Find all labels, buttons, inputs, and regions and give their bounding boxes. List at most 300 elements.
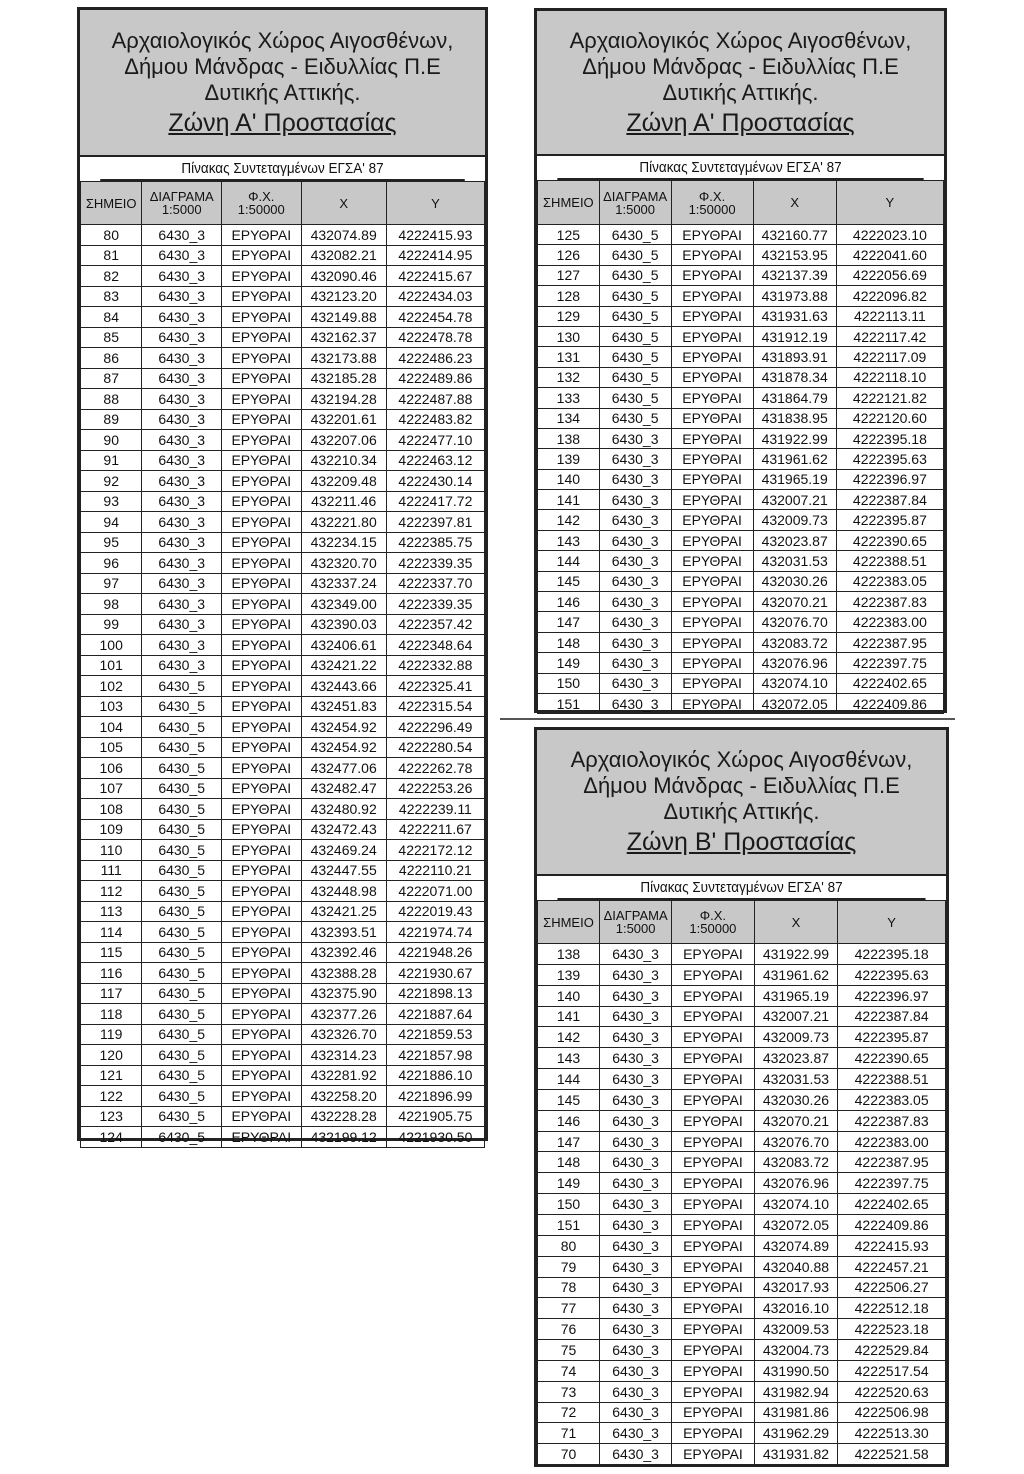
table-row	[538, 632, 944, 652]
table-caption: Πίνακας Συντεταγμένων ΕΓΣΑ' 87	[557, 156, 923, 180]
cell-point: 134	[538, 408, 600, 428]
cell-y: 4222454.78	[386, 307, 484, 328]
cell-diagram: 6430_5	[142, 737, 222, 758]
cell-point: 148	[538, 1152, 600, 1173]
table-row	[538, 1152, 946, 1173]
cell-x: 432194.28	[301, 389, 386, 410]
cell-point: 119	[81, 1024, 142, 1045]
cell-sheet: ΕΡΥΘΡΑΙ	[672, 944, 754, 965]
cell-diagram: 6430_3	[600, 944, 672, 965]
table-row	[81, 573, 485, 594]
cell-point: 75	[538, 1340, 600, 1361]
cell-diagram: 6430_3	[600, 1360, 672, 1381]
cell-x: 432031.53	[754, 1069, 838, 1090]
cell-y: 4222118.10	[836, 367, 943, 387]
cell-sheet: ΕΡΥΘΡΑΙ	[671, 326, 753, 346]
table-row	[538, 388, 944, 408]
cell-x: 432031.53	[753, 551, 836, 571]
header-region-line: Δυτικής Αττικής.	[662, 79, 819, 105]
cell-x: 431973.88	[753, 286, 836, 306]
zone-a-header	[80, 10, 485, 157]
cell-y: 4222387.84	[838, 1006, 946, 1027]
cell-diagram: 6430_3	[142, 532, 222, 553]
cell-sheet: ΕΡΥΘΡΑΙ	[221, 737, 301, 758]
cell-point: 91	[81, 450, 142, 471]
cell-diagram: 6430_3	[600, 1194, 672, 1215]
cell-sheet: ΕΡΥΘΡΑΙ	[671, 347, 753, 367]
cell-x: 432406.61	[301, 635, 386, 656]
cell-x: 432258.20	[301, 1086, 386, 1107]
cell-x: 432375.90	[301, 983, 386, 1004]
cell-y: 4222387.83	[838, 1110, 946, 1131]
cell-sheet: ΕΡΥΘΡΑΙ	[221, 860, 301, 881]
cell-point: 81	[81, 245, 142, 266]
cell-diagram: 6430_3	[600, 1277, 672, 1298]
table-row	[81, 676, 485, 697]
cell-point: 118	[81, 1004, 142, 1025]
table-row	[81, 491, 485, 512]
cell-diagram: 6430_3	[142, 327, 222, 348]
cell-y: 4222517.54	[838, 1360, 946, 1381]
table-row	[538, 1235, 946, 1256]
cell-x: 432211.46	[301, 491, 386, 512]
cell-x: 432472.43	[301, 819, 386, 840]
table-row	[538, 653, 944, 673]
cell-sheet: ΕΡΥΘΡΑΙ	[221, 717, 301, 738]
coordinates-table	[537, 180, 944, 714]
cell-sheet: ΕΡΥΘΡΑΙ	[221, 266, 301, 287]
cell-x: 432482.47	[301, 778, 386, 799]
cell-point: 102	[81, 676, 142, 697]
cell-point: 80	[81, 225, 142, 246]
table-row	[81, 532, 485, 553]
cell-y: 4222487.88	[386, 389, 484, 410]
cell-x: 432173.88	[301, 348, 386, 369]
cell-sheet: ΕΡΥΘΡΑΙ	[221, 1024, 301, 1045]
cell-x: 432076.96	[753, 653, 836, 673]
cell-sheet: ΕΡΥΘΡΑΙ	[221, 881, 301, 902]
cell-y: 4222415.67	[386, 266, 484, 287]
cell-x: 432377.26	[301, 1004, 386, 1025]
cell-sheet: ΕΡΥΘΡΑΙ	[221, 532, 301, 553]
cell-diagram: 6430_5	[142, 696, 222, 717]
cell-diagram: 6430_3	[600, 1402, 672, 1423]
cell-x: 432201.61	[301, 409, 386, 430]
cell-sheet: ΕΡΥΘΡΑΙ	[672, 1319, 754, 1340]
cell-diagram: 6430_3	[600, 1006, 672, 1027]
table-row	[81, 594, 485, 615]
cell-x: 432023.87	[754, 1048, 838, 1069]
cell-y: 4222486.23	[386, 348, 484, 369]
zone-a-panel-left	[77, 7, 488, 1145]
cell-point: 143	[538, 530, 600, 550]
cell-sheet: ΕΡΥΘΡΑΙ	[671, 449, 753, 469]
table-row	[538, 326, 944, 346]
cell-y: 4222521.58	[838, 1444, 946, 1465]
cell-diagram: 6430_5	[599, 367, 671, 387]
cell-diagram: 6430_3	[600, 1256, 672, 1277]
cell-x: 431965.19	[754, 985, 838, 1006]
cell-sheet: ΕΡΥΘΡΑΙ	[221, 327, 301, 348]
cell-y: 4222348.64	[386, 635, 484, 656]
cell-diagram: 6430_3	[142, 594, 222, 615]
cell-sheet: ΕΡΥΘΡΑΙ	[221, 1106, 301, 1127]
cell-point: 123	[81, 1106, 142, 1127]
cell-sheet: ΕΡΥΘΡΑΙ	[671, 530, 753, 550]
cell-sheet: ΕΡΥΘΡΑΙ	[671, 571, 753, 591]
cell-diagram: 6430_3	[142, 286, 222, 307]
cell-diagram: 6430_5	[599, 245, 671, 265]
col-sheet-scale: 1:50000	[688, 201, 736, 217]
zone-title: Ζώνη Β' Προστασίας	[626, 828, 857, 856]
cell-point: 111	[81, 860, 142, 881]
cell-point: 96	[81, 553, 142, 574]
header-region-line: Δυτικής Αττικής.	[204, 79, 361, 105]
cell-sheet: ΕΡΥΘΡΑΙ	[221, 225, 301, 246]
cell-sheet: ΕΡΥΘΡΑΙ	[671, 245, 753, 265]
cell-diagram: 6430_5	[142, 1106, 222, 1127]
cell-diagram: 6430_5	[142, 799, 222, 820]
cell-x: 431838.95	[753, 408, 836, 428]
cell-sheet: ΕΡΥΘΡΑΙ	[221, 450, 301, 471]
cell-diagram: 6430_3	[142, 225, 222, 246]
cell-point: 104	[81, 717, 142, 738]
table-row	[81, 512, 485, 533]
cell-x: 432076.96	[754, 1173, 838, 1194]
cell-y: 4222019.43	[386, 901, 484, 922]
cell-diagram: 6430_3	[599, 428, 671, 448]
cell-point: 99	[81, 614, 142, 635]
cell-x: 432388.28	[301, 963, 386, 984]
cell-diagram: 6430_5	[142, 676, 222, 697]
cell-point: 90	[81, 430, 142, 451]
cell-x: 431893.91	[753, 347, 836, 367]
cell-x: 431864.79	[753, 388, 836, 408]
cell-x: 432421.25	[301, 901, 386, 922]
col-diagram-scale: 1:5000	[161, 202, 202, 217]
table-row	[538, 673, 944, 693]
cell-y: 4222506.98	[838, 1402, 946, 1423]
cell-sheet: ΕΡΥΘΡΑΙ	[221, 491, 301, 512]
cell-y: 4222396.97	[838, 985, 946, 1006]
table-row	[538, 944, 946, 965]
cell-diagram: 6430_5	[599, 225, 671, 245]
cell-sheet: ΕΡΥΘΡΑΙ	[672, 1069, 754, 1090]
table-row	[81, 1065, 485, 1086]
table-row	[81, 368, 485, 389]
cell-point: 133	[538, 388, 600, 408]
cell-x: 432221.80	[301, 512, 386, 533]
cell-sheet: ΕΡΥΘΡΑΙ	[671, 225, 753, 245]
cell-x: 432070.21	[754, 1110, 838, 1131]
table-row	[81, 286, 485, 307]
cell-x: 431961.62	[753, 449, 836, 469]
cell-point: 74	[538, 1360, 600, 1381]
cell-sheet: ΕΡΥΘΡΑΙ	[671, 653, 753, 673]
cell-point: 149	[538, 1173, 600, 1194]
cell-y: 4222483.82	[386, 409, 484, 430]
col-diagram-label: ΔΙΑΓΡΑΜΑ	[603, 188, 668, 204]
cell-y: 4222387.84	[836, 490, 943, 510]
cell-diagram: 6430_5	[142, 819, 222, 840]
table-row	[538, 1444, 946, 1465]
cell-point: 93	[81, 491, 142, 512]
table-row	[538, 469, 944, 489]
table-row	[81, 245, 485, 266]
header-region-line: Δυτικής Αττικής.	[663, 799, 820, 824]
cell-point: 97	[81, 573, 142, 594]
table-row	[81, 819, 485, 840]
table-row	[81, 450, 485, 471]
cell-x: 432009.73	[754, 1027, 838, 1048]
cell-x: 432451.83	[301, 696, 386, 717]
cell-x: 432123.20	[301, 286, 386, 307]
cell-point: 115	[81, 942, 142, 963]
cell-point: 107	[81, 778, 142, 799]
cell-y: 4222383.05	[836, 571, 943, 591]
cell-sheet: ΕΡΥΘΡΑΙ	[221, 348, 301, 369]
table-row	[538, 1110, 946, 1131]
cell-x: 431912.19	[753, 326, 836, 346]
cell-x: 432016.10	[754, 1298, 838, 1319]
cell-diagram: 6430_5	[142, 717, 222, 738]
col-x: X	[753, 181, 836, 225]
cell-diagram: 6430_3	[600, 1173, 672, 1194]
cell-point: 79	[538, 1256, 600, 1277]
col-y: Y	[838, 901, 946, 944]
cell-point: 98	[81, 594, 142, 615]
cell-diagram: 6430_3	[599, 490, 671, 510]
cell-y: 4222390.65	[836, 530, 943, 550]
cell-sheet: ΕΡΥΘΡΑΙ	[221, 307, 301, 328]
cell-diagram: 6430_3	[142, 450, 222, 471]
cell-point: 82	[81, 266, 142, 287]
cell-sheet: ΕΡΥΘΡΑΙ	[221, 635, 301, 656]
cell-x: 432314.23	[301, 1045, 386, 1066]
cell-sheet: ΕΡΥΘΡΑΙ	[672, 1110, 754, 1131]
table-row	[538, 367, 944, 387]
cell-diagram: 6430_3	[600, 1089, 672, 1110]
cell-diagram: 6430_3	[142, 389, 222, 410]
cell-sheet: ΕΡΥΘΡΑΙ	[221, 758, 301, 779]
cell-sheet: ΕΡΥΘΡΑΙ	[221, 901, 301, 922]
cell-y: 4222071.00	[386, 881, 484, 902]
cell-diagram: 6430_5	[142, 860, 222, 881]
cell-x: 432443.66	[301, 676, 386, 697]
col-sheet	[672, 901, 754, 944]
cell-sheet: ΕΡΥΘΡΑΙ	[672, 1423, 754, 1444]
cell-point: 89	[81, 409, 142, 430]
cell-diagram: 6430_5	[142, 1045, 222, 1066]
cell-x: 432074.10	[753, 673, 836, 693]
cell-y: 4222395.63	[838, 964, 946, 985]
cell-y: 4222337.70	[386, 573, 484, 594]
cell-x: 432009.73	[753, 510, 836, 530]
cell-point: 142	[538, 1027, 600, 1048]
table-row	[538, 1131, 946, 1152]
cell-x: 432469.24	[301, 840, 386, 861]
cell-sheet: ΕΡΥΘΡΑΙ	[221, 655, 301, 676]
cell-diagram: 6430_5	[142, 983, 222, 1004]
cell-y: 4222397.81	[386, 512, 484, 533]
cell-point: 142	[538, 510, 600, 530]
table-row	[538, 1360, 946, 1381]
cell-sheet: ΕΡΥΘΡΑΙ	[221, 512, 301, 533]
cell-point: 139	[538, 964, 600, 985]
cell-point: 80	[538, 1235, 600, 1256]
cell-sheet: ΕΡΥΘΡΑΙ	[221, 368, 301, 389]
cell-diagram: 6430_3	[142, 614, 222, 635]
cell-sheet: ΕΡΥΘΡΑΙ	[221, 963, 301, 984]
cell-x: 432162.37	[301, 327, 386, 348]
table-row	[538, 1069, 946, 1090]
table-row	[81, 430, 485, 451]
cell-x: 432082.21	[301, 245, 386, 266]
cell-diagram: 6430_3	[142, 430, 222, 451]
cell-y: 4222387.95	[836, 632, 943, 652]
cell-y: 4222409.86	[836, 693, 943, 713]
cell-y: 4222506.27	[838, 1277, 946, 1298]
cell-point: 110	[81, 840, 142, 861]
cell-y: 4222357.42	[386, 614, 484, 635]
table-row	[81, 1045, 485, 1066]
cell-diagram: 6430_3	[142, 655, 222, 676]
cell-sheet: ΕΡΥΘΡΑΙ	[221, 1004, 301, 1025]
cell-point: 120	[81, 1045, 142, 1066]
cell-x: 431981.86	[754, 1402, 838, 1423]
col-x: X	[754, 901, 838, 944]
table-row	[538, 245, 944, 265]
cell-sheet: ΕΡΥΘΡΑΙ	[671, 286, 753, 306]
table-row	[538, 551, 944, 571]
cell-point: 145	[538, 1089, 600, 1110]
cell-x: 432030.26	[753, 571, 836, 591]
table-caption: Πίνακας Συντεταγμένων ΕΓΣΑ' 87	[557, 876, 925, 900]
coordinates-table	[80, 181, 485, 1148]
table-row	[81, 922, 485, 943]
table-row	[538, 985, 946, 1006]
cell-point: 131	[538, 347, 600, 367]
cell-diagram: 6430_3	[599, 693, 671, 713]
cell-diagram: 6430_3	[600, 1423, 672, 1444]
cell-diagram: 6430_3	[599, 571, 671, 591]
zone-title: Ζώνη Α' Προστασίας	[168, 108, 397, 137]
cell-y: 4222402.65	[838, 1194, 946, 1215]
table-row	[538, 571, 944, 591]
cell-y: 4222253.26	[386, 778, 484, 799]
cell-y: 4222395.63	[836, 449, 943, 469]
cell-point: 141	[538, 1006, 600, 1027]
cell-diagram: 6430_3	[600, 1340, 672, 1361]
cell-y: 4222409.86	[838, 1214, 946, 1235]
cell-diagram: 6430_3	[599, 469, 671, 489]
cell-x: 432210.34	[301, 450, 386, 471]
cell-y: 4222041.60	[836, 245, 943, 265]
cell-y: 4222262.78	[386, 758, 484, 779]
table-row	[81, 901, 485, 922]
cell-y: 4221974.74	[386, 922, 484, 943]
cell-y: 4222390.65	[838, 1048, 946, 1069]
cell-sheet: ΕΡΥΘΡΑΙ	[672, 1048, 754, 1069]
cell-point: 126	[538, 245, 600, 265]
cell-sheet: ΕΡΥΘΡΑΙ	[671, 673, 753, 693]
cell-diagram: 6430_5	[142, 1127, 222, 1148]
cell-x: 432072.05	[754, 1214, 838, 1235]
coordinates-table	[537, 900, 946, 1465]
header-site-line: Αρχαιολογικός Χώρος Αιγοσθένων,	[111, 27, 454, 53]
cell-point: 114	[81, 922, 142, 943]
table-row	[81, 635, 485, 656]
header-site-line: Αρχαιολογικός Χώρος Αιγοσθένων,	[570, 747, 913, 772]
cell-x: 432454.92	[301, 717, 386, 738]
col-diagram	[600, 901, 672, 944]
cell-x: 432234.15	[301, 532, 386, 553]
cell-sheet: ΕΡΥΘΡΑΙ	[221, 245, 301, 266]
cell-point: 76	[538, 1319, 600, 1340]
header-municipality-line: Δήμου Μάνδρας - Ειδυλλίας Π.Ε	[582, 53, 899, 79]
cell-diagram: 6430_5	[142, 881, 222, 902]
table-row	[538, 1006, 946, 1027]
cell-diagram: 6430_3	[142, 491, 222, 512]
cell-sheet: ΕΡΥΘΡΑΙ	[221, 594, 301, 615]
col-sheet-scale: 1:50000	[689, 921, 737, 936]
cell-x: 432337.24	[301, 573, 386, 594]
cell-y: 4221887.64	[386, 1004, 484, 1025]
cell-point: 125	[538, 225, 600, 245]
cell-x: 431990.50	[754, 1360, 838, 1381]
cell-sheet: ΕΡΥΘΡΑΙ	[672, 1131, 754, 1152]
table-row	[81, 942, 485, 963]
table-row	[81, 471, 485, 492]
cell-y: 4221859.53	[386, 1024, 484, 1045]
cell-y: 4222414.95	[386, 245, 484, 266]
table-row	[81, 737, 485, 758]
cell-y: 4221905.75	[386, 1106, 484, 1127]
zone-a-header	[537, 11, 944, 156]
table-row	[538, 510, 944, 530]
cell-point: 84	[81, 307, 142, 328]
cell-y: 4222332.88	[386, 655, 484, 676]
cell-sheet: ΕΡΥΘΡΑΙ	[672, 1256, 754, 1277]
cell-point: 132	[538, 367, 600, 387]
cell-diagram: 6430_3	[599, 551, 671, 571]
cell-x: 432072.05	[753, 693, 836, 713]
col-point: ΣΗΜΕΙΟ	[538, 181, 600, 225]
cell-y: 4222415.93	[386, 225, 484, 246]
cell-y: 4221930.67	[386, 963, 484, 984]
cell-x: 432017.93	[754, 1277, 838, 1298]
cell-sheet: ΕΡΥΘΡΑΙ	[221, 819, 301, 840]
cell-x: 432083.72	[753, 632, 836, 652]
table-row	[81, 409, 485, 430]
cell-x: 432209.48	[301, 471, 386, 492]
cell-x: 432228.28	[301, 1106, 386, 1127]
cell-sheet: ΕΡΥΘΡΑΙ	[672, 1360, 754, 1381]
table-row	[81, 840, 485, 861]
cell-diagram: 6430_5	[599, 326, 671, 346]
cell-y: 4222477.10	[386, 430, 484, 451]
cell-diagram: 6430_5	[599, 388, 671, 408]
table-row	[538, 612, 944, 632]
cell-diagram: 6430_3	[599, 653, 671, 673]
col-sheet-label: Φ.Χ.	[698, 188, 726, 204]
cell-sheet: ΕΡΥΘΡΑΙ	[671, 367, 753, 387]
cell-y: 4222415.93	[838, 1235, 946, 1256]
cell-y: 4222387.95	[838, 1152, 946, 1173]
cell-x: 432137.39	[753, 265, 836, 285]
cell-x: 432199.12	[301, 1127, 386, 1148]
cell-point: 72	[538, 1402, 600, 1423]
